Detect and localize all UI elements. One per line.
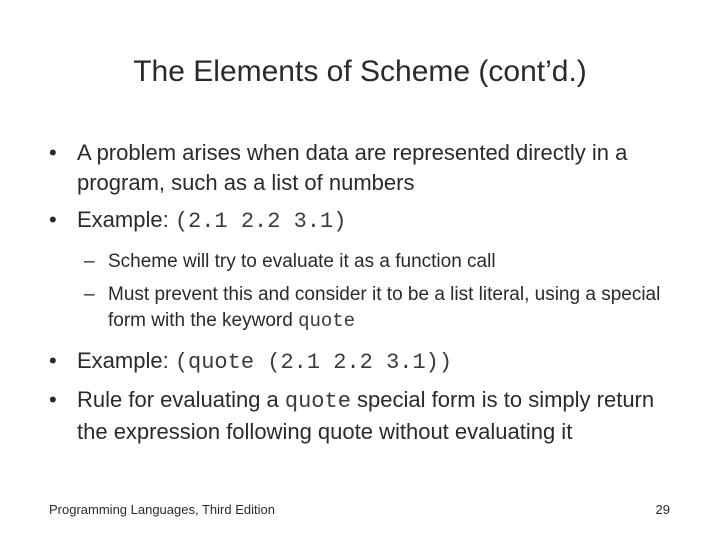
bullet-1-text: A problem arises when data are represented directly in a program, such as a list of numbers	[77, 140, 628, 195]
bullet-4-code: quote	[284, 389, 351, 414]
bullet-4	[0, 385, 677, 447]
bullet-1	[0, 138, 677, 198]
bullet-2	[0, 205, 677, 237]
subbullet-2-code: quote	[298, 310, 356, 332]
subbullet-2	[0, 282, 668, 334]
bullet-4-suffix: special form is to simply return the expression following quote without evaluating it	[77, 387, 655, 444]
slide-title: The Elements of Scheme (cont’d.)	[133, 55, 587, 88]
subbullet-1-text: Scheme will try to evaluate it as a function call	[108, 251, 496, 272]
bullet-4-prefix: Rule for evaluating a	[77, 387, 285, 412]
footer-book-title: Programming Languages, Third Edition	[49, 502, 275, 517]
footer-page-number: 29	[655, 502, 670, 517]
bullet-3	[0, 346, 677, 378]
slide-content	[0, 138, 720, 447]
subbullet-1	[0, 249, 668, 275]
bullet-3-prefix: Example:	[77, 348, 175, 373]
bullet-2-prefix: Example:	[77, 207, 175, 232]
bullet-2-code: (2.1 2.2 3.1)	[174, 209, 347, 234]
subbullet-2-prefix: Must prevent this and consider it to be a list literal, using a special form with the keyword	[108, 284, 661, 331]
bullet-3-code: (quote (2.1 2.2 3.1))	[174, 350, 453, 375]
